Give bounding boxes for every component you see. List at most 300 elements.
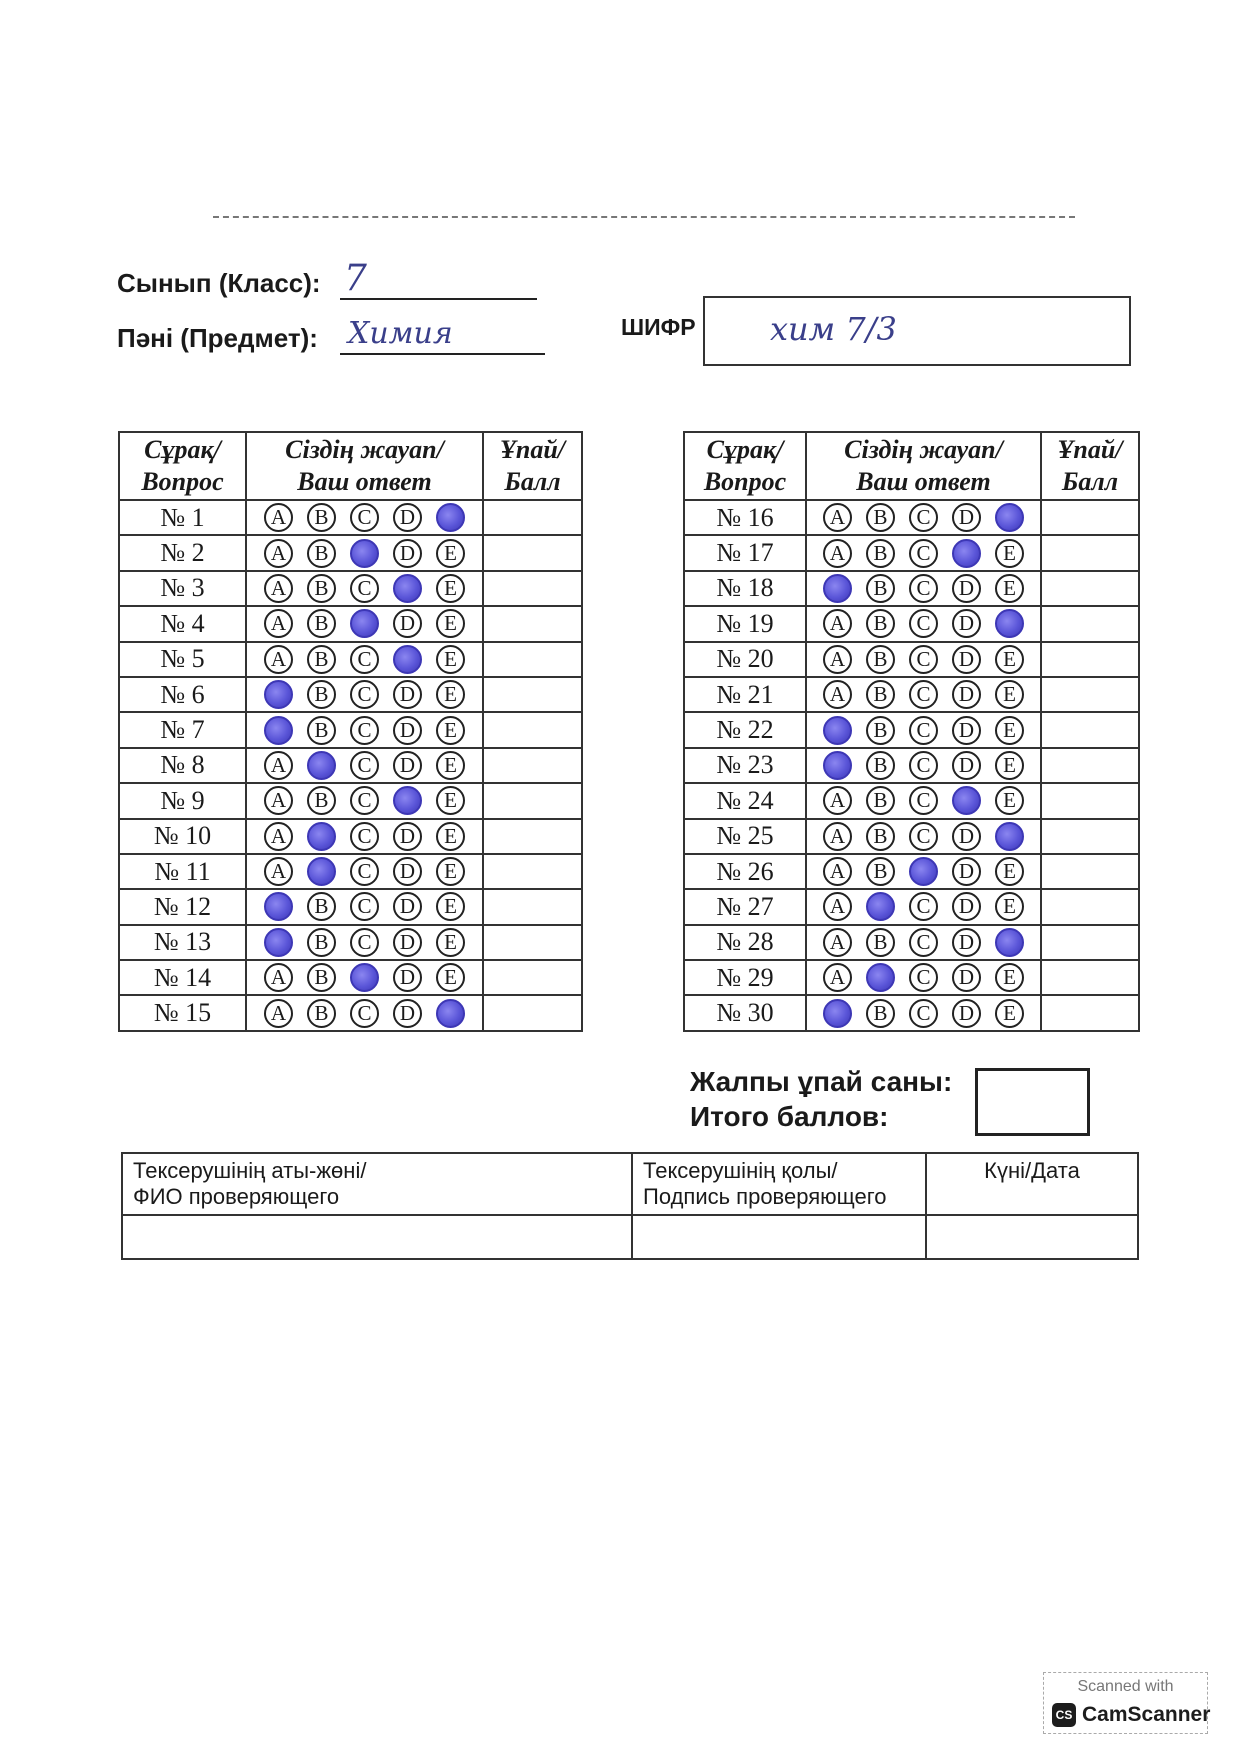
answer-header	[806, 432, 1041, 500]
score-cell[interactable]	[1041, 712, 1139, 747]
answer-bubble-b[interactable]: B	[307, 645, 336, 674]
answer-bubble-d[interactable]: D	[952, 645, 981, 674]
answer-bubbles	[246, 748, 483, 783]
answer-bubble-c[interactable]: C	[909, 539, 938, 568]
answer-bubble-c[interactable]: C	[350, 751, 379, 780]
score-cell[interactable]	[1041, 889, 1139, 924]
question-number: № 2	[119, 535, 246, 570]
answer-bubble-c[interactable]: C	[350, 645, 379, 674]
question-number: № 5	[119, 642, 246, 677]
score-cell[interactable]	[483, 606, 582, 641]
signoff-table	[121, 1152, 1139, 1260]
answer-bubble-c[interactable]: C	[909, 822, 938, 851]
question-header	[684, 432, 806, 500]
answer-bubble-c[interactable]: C	[350, 857, 379, 886]
answer-bubble-c[interactable]: C	[909, 574, 938, 603]
question-number: № 20	[684, 642, 806, 677]
answer-table-right	[683, 431, 1140, 1032]
score-cell[interactable]	[1041, 535, 1139, 570]
answer-bubble-c[interactable]: C	[350, 716, 379, 745]
answer-bubbles	[246, 783, 483, 818]
question-row	[119, 606, 582, 641]
answer-bubble-a[interactable]: A	[264, 539, 293, 568]
answer-bubble-c[interactable]: C	[350, 892, 379, 921]
answer-bubble-d[interactable]: D	[952, 503, 981, 532]
watermark-brand: CamScanner	[1082, 1703, 1211, 1726]
answer-bubble-c[interactable]: C	[909, 786, 938, 815]
answer-bubble-a[interactable]: A	[823, 503, 852, 532]
question-row	[684, 995, 1139, 1030]
answer-table-left	[118, 431, 583, 1032]
answer-bubbles	[246, 995, 483, 1030]
answer-header-line1: Сіздің жауап/	[285, 435, 444, 464]
answer-bubble-e[interactable]: E	[436, 892, 465, 921]
answer-bubble-b[interactable]: B	[307, 963, 336, 992]
answer-bubbles	[246, 642, 483, 677]
question-number: № 4	[119, 606, 246, 641]
score-cell[interactable]	[483, 889, 582, 924]
answer-bubble-d[interactable]: D	[952, 751, 981, 780]
question-row	[684, 854, 1139, 889]
answer-bubble-b[interactable]: B	[866, 503, 895, 532]
answer-header	[246, 432, 483, 500]
answer-header-line1: Сіздің жауап/	[844, 435, 1003, 464]
question-row	[684, 677, 1139, 712]
answer-bubble-e[interactable]: E	[436, 857, 465, 886]
answer-header-line2: Ваш ответ	[856, 467, 991, 496]
question-row	[684, 642, 1139, 677]
question-row	[684, 500, 1139, 535]
answer-bubble-c[interactable]: C	[909, 680, 938, 709]
answer-bubble-d[interactable]	[952, 539, 981, 568]
class-label: Сынып (Класс):	[117, 268, 321, 298]
answer-bubble-b[interactable]: B	[307, 892, 336, 921]
answer-bubble-d[interactable]: D	[393, 609, 422, 638]
answer-bubbles	[806, 995, 1041, 1030]
answer-bubble-d[interactable]: D	[393, 680, 422, 709]
answer-bubble-a[interactable]: A	[264, 963, 293, 992]
answer-bubbles	[246, 854, 483, 889]
answer-bubble-d[interactable]: D	[952, 928, 981, 957]
answer-bubble-a[interactable]: A	[823, 963, 852, 992]
score-header-line2: Балл	[504, 467, 561, 496]
answer-bubble-e[interactable]	[995, 503, 1024, 532]
answer-bubble-b[interactable]: B	[866, 751, 895, 780]
answer-bubble-c[interactable]: C	[909, 963, 938, 992]
answer-bubble-d[interactable]: D	[952, 857, 981, 886]
question-number: № 6	[119, 677, 246, 712]
question-number: № 23	[684, 748, 806, 783]
answer-bubble-e[interactable]	[995, 822, 1024, 851]
answer-bubbles	[806, 535, 1041, 570]
cipher-box[interactable]	[703, 296, 1131, 366]
question-header-line2: Вопрос	[141, 467, 224, 496]
answer-bubble-a[interactable]: A	[823, 786, 852, 815]
answer-bubble-a[interactable]: A	[264, 786, 293, 815]
answer-bubbles	[806, 571, 1041, 606]
answer-bubbles	[246, 925, 483, 960]
answer-bubble-d[interactable]: D	[393, 999, 422, 1028]
cipher-value: хим 7/3	[770, 310, 897, 348]
answer-bubble-e[interactable]: E	[995, 751, 1024, 780]
subject-label: Пәні (Предмет):	[117, 323, 318, 353]
answer-bubble-c[interactable]	[350, 609, 379, 638]
answer-bubbles	[806, 712, 1041, 747]
score-cell[interactable]	[483, 925, 582, 960]
answer-bubble-a[interactable]: A	[823, 680, 852, 709]
answer-bubble-a[interactable]	[823, 716, 852, 745]
question-row	[684, 783, 1139, 818]
answer-bubble-e[interactable]: E	[995, 645, 1024, 674]
question-number: № 14	[119, 960, 246, 995]
answer-bubble-b[interactable]	[866, 892, 895, 921]
answer-bubble-b[interactable]: B	[866, 857, 895, 886]
answer-bubble-c[interactable]	[350, 963, 379, 992]
answer-bubble-d[interactable]: D	[393, 857, 422, 886]
question-row	[119, 677, 582, 712]
answer-bubble-b[interactable]: B	[866, 645, 895, 674]
question-number: № 29	[684, 960, 806, 995]
answer-bubble-c[interactable]: C	[909, 645, 938, 674]
answer-bubble-c[interactable]: C	[909, 751, 938, 780]
answer-bubble-e[interactable]: E	[995, 574, 1024, 603]
question-row	[684, 535, 1139, 570]
answer-bubble-b[interactable]: B	[866, 609, 895, 638]
question-row	[684, 606, 1139, 641]
answer-bubble-a[interactable]: A	[823, 892, 852, 921]
score-cell[interactable]	[483, 995, 582, 1030]
answer-bubble-c[interactable]	[350, 539, 379, 568]
answer-bubble-b[interactable]: B	[307, 609, 336, 638]
answer-bubble-c[interactable]: C	[909, 716, 938, 745]
question-number: № 12	[119, 889, 246, 924]
table-header-row	[119, 432, 582, 500]
score-cell[interactable]	[1041, 783, 1139, 818]
answer-bubble-d[interactable]: D	[393, 539, 422, 568]
question-row	[684, 925, 1139, 960]
answer-bubble-b[interactable]: B	[866, 822, 895, 851]
answer-header-line2: Ваш ответ	[297, 467, 432, 496]
date-header	[926, 1153, 1138, 1215]
question-number: № 1	[119, 500, 246, 535]
answer-bubbles	[246, 535, 483, 570]
answer-bubble-b[interactable]: B	[307, 574, 336, 603]
answer-bubble-a[interactable]	[264, 928, 293, 957]
answer-bubbles	[806, 748, 1041, 783]
answer-bubble-a[interactable]: A	[264, 857, 293, 886]
answer-bubble-e[interactable]: E	[436, 751, 465, 780]
answer-bubble-b[interactable]: B	[866, 786, 895, 815]
answer-bubble-e[interactable]: E	[436, 928, 465, 957]
answer-bubble-e[interactable]: E	[436, 645, 465, 674]
answer-bubble-a[interactable]	[264, 680, 293, 709]
answer-bubble-a[interactable]: A	[823, 609, 852, 638]
question-number: № 15	[119, 995, 246, 1030]
answer-bubble-a[interactable]: A	[264, 822, 293, 851]
answer-bubble-c[interactable]: C	[350, 999, 379, 1028]
answer-bubbles	[806, 500, 1041, 535]
question-row	[119, 819, 582, 854]
question-number: № 24	[684, 783, 806, 818]
answer-bubbles	[246, 712, 483, 747]
answer-bubble-a[interactable]: A	[264, 751, 293, 780]
question-header-line1: Сұрақ/	[706, 435, 784, 464]
answer-bubbles	[806, 642, 1041, 677]
answer-bubble-e[interactable]: E	[436, 822, 465, 851]
answer-bubble-c[interactable]: C	[350, 503, 379, 532]
score-header-line2: Балл	[1061, 467, 1119, 496]
answer-bubble-e[interactable]: E	[995, 892, 1024, 921]
answer-bubble-d[interactable]: D	[393, 751, 422, 780]
date-cell[interactable]	[926, 1215, 1138, 1259]
question-row	[119, 535, 582, 570]
score-cell[interactable]	[1041, 642, 1139, 677]
answer-bubble-b[interactable]	[307, 751, 336, 780]
score-cell[interactable]	[1041, 748, 1139, 783]
question-header	[119, 432, 246, 500]
score-cell[interactable]	[483, 642, 582, 677]
answer-bubble-e[interactable]: E	[995, 716, 1024, 745]
checker-name-label-kz: Тексерушінің аты-жөні/	[133, 1158, 367, 1183]
answer-bubble-e[interactable]: E	[436, 574, 465, 603]
subject-underline	[340, 353, 545, 355]
question-row	[684, 960, 1139, 995]
answer-bubble-c[interactable]: C	[909, 503, 938, 532]
score-cell[interactable]	[483, 748, 582, 783]
question-row	[684, 889, 1139, 924]
answer-bubbles	[806, 889, 1041, 924]
answer-bubble-d[interactable]	[952, 786, 981, 815]
score-cell[interactable]	[483, 677, 582, 712]
answer-bubble-b[interactable]: B	[307, 503, 336, 532]
answer-bubble-d[interactable]: D	[952, 680, 981, 709]
camscanner-logo-icon: CS	[1052, 1703, 1076, 1727]
answer-bubble-e[interactable]	[436, 999, 465, 1028]
checker-name-label-ru: ФИО проверяющего	[133, 1184, 340, 1209]
answer-bubble-e[interactable]: E	[436, 716, 465, 745]
question-number: № 21	[684, 677, 806, 712]
answer-bubble-a[interactable]: A	[823, 645, 852, 674]
answer-bubble-b[interactable]: B	[866, 680, 895, 709]
answer-bubble-b[interactable]: B	[866, 716, 895, 745]
answer-bubble-a[interactable]	[264, 716, 293, 745]
question-number: № 16	[684, 500, 806, 535]
question-number: № 26	[684, 854, 806, 889]
answer-bubble-a[interactable]: A	[264, 999, 293, 1028]
answer-bubble-a[interactable]	[823, 999, 852, 1028]
question-header-line2: Вопрос	[703, 467, 787, 496]
score-cell[interactable]	[483, 960, 582, 995]
answer-bubble-d[interactable]: D	[952, 999, 981, 1028]
answer-bubbles	[806, 677, 1041, 712]
score-cell[interactable]	[483, 500, 582, 535]
answer-bubble-e[interactable]: E	[436, 539, 465, 568]
answer-bubble-a[interactable]	[823, 574, 852, 603]
answer-bubbles	[246, 500, 483, 535]
answer-bubble-a[interactable]: A	[264, 609, 293, 638]
answer-bubble-b[interactable]: B	[307, 786, 336, 815]
answer-bubble-c[interactable]: C	[350, 574, 379, 603]
answer-bubble-e[interactable]: E	[436, 786, 465, 815]
answer-bubble-d[interactable]: D	[952, 963, 981, 992]
score-cell[interactable]	[1041, 995, 1139, 1030]
answer-bubble-e[interactable]: E	[995, 857, 1024, 886]
score-cell[interactable]	[483, 854, 582, 889]
question-number: № 27	[684, 889, 806, 924]
answer-bubble-c[interactable]: C	[350, 680, 379, 709]
score-cell[interactable]	[483, 783, 582, 818]
score-cell[interactable]	[1041, 606, 1139, 641]
score-cell[interactable]	[483, 712, 582, 747]
question-number: № 30	[684, 995, 806, 1030]
question-row	[684, 712, 1139, 747]
answer-bubble-e[interactable]: E	[995, 680, 1024, 709]
answer-bubble-d[interactable]: D	[393, 822, 422, 851]
answer-bubble-b[interactable]: B	[307, 716, 336, 745]
answer-bubble-d[interactable]: D	[952, 609, 981, 638]
answer-bubble-a[interactable]: A	[264, 574, 293, 603]
answer-bubble-a[interactable]: A	[823, 539, 852, 568]
score-cell[interactable]	[483, 571, 582, 606]
checker-signature-header	[632, 1153, 926, 1215]
score-cell[interactable]	[1041, 819, 1139, 854]
score-cell[interactable]	[1041, 571, 1139, 606]
answer-bubble-a[interactable]: A	[264, 645, 293, 674]
answer-bubble-b[interactable]: B	[866, 928, 895, 957]
question-row	[119, 995, 582, 1030]
answer-bubble-b[interactable]: B	[866, 539, 895, 568]
question-number: № 25	[684, 819, 806, 854]
question-number: № 22	[684, 712, 806, 747]
answer-bubble-a[interactable]: A	[264, 503, 293, 532]
score-cell[interactable]	[483, 535, 582, 570]
answer-bubble-e[interactable]: E	[995, 539, 1024, 568]
answer-bubble-b[interactable]: B	[307, 680, 336, 709]
answer-bubble-b[interactable]: B	[307, 539, 336, 568]
answer-bubbles	[806, 783, 1041, 818]
total-score-box[interactable]	[975, 1068, 1090, 1136]
answer-bubble-b[interactable]: B	[307, 928, 336, 957]
answer-bubble-d[interactable]: D	[952, 574, 981, 603]
answer-bubbles	[246, 819, 483, 854]
answer-bubble-b[interactable]	[866, 963, 895, 992]
answer-bubble-c[interactable]: C	[909, 892, 938, 921]
question-row	[684, 748, 1139, 783]
answer-bubbles	[806, 819, 1041, 854]
answer-bubble-c[interactable]: C	[350, 928, 379, 957]
checker-signature-cell[interactable]	[632, 1215, 926, 1259]
answer-bubbles	[246, 606, 483, 641]
answer-bubbles	[246, 571, 483, 606]
answer-bubble-a[interactable]	[823, 751, 852, 780]
answer-bubble-e[interactable]	[436, 503, 465, 532]
score-header	[1041, 432, 1139, 500]
answer-bubble-d[interactable]	[393, 786, 422, 815]
answer-bubble-b[interactable]: B	[866, 574, 895, 603]
answer-bubbles	[806, 960, 1041, 995]
question-number: № 18	[684, 571, 806, 606]
answer-bubble-a[interactable]	[264, 892, 293, 921]
question-row	[684, 819, 1139, 854]
answer-bubble-e[interactable]: E	[995, 963, 1024, 992]
score-cell[interactable]	[1041, 854, 1139, 889]
answer-bubble-b[interactable]	[307, 822, 336, 851]
answer-bubble-e[interactable]: E	[995, 999, 1024, 1028]
answer-bubble-e[interactable]: E	[436, 963, 465, 992]
score-cell[interactable]	[1041, 677, 1139, 712]
answer-bubble-d[interactable]	[393, 574, 422, 603]
class-value[interactable]: 7	[344, 258, 367, 299]
score-cell[interactable]	[1041, 500, 1139, 535]
checker-name-cell[interactable]	[122, 1215, 632, 1259]
question-row	[119, 571, 582, 606]
question-row	[119, 500, 582, 535]
answer-bubble-c[interactable]: C	[909, 928, 938, 957]
question-row	[119, 925, 582, 960]
question-number: № 28	[684, 925, 806, 960]
answer-bubble-a[interactable]: A	[823, 822, 852, 851]
answer-bubble-d[interactable]	[393, 645, 422, 674]
answer-bubble-d[interactable]: D	[952, 716, 981, 745]
answer-bubble-e[interactable]	[995, 928, 1024, 957]
answer-bubble-d[interactable]: D	[952, 892, 981, 921]
question-row	[119, 712, 582, 747]
cipher-label: ШИФР	[621, 314, 696, 340]
answer-bubble-c[interactable]: C	[350, 822, 379, 851]
question-row	[119, 960, 582, 995]
total-label-kz: Жалпы ұпай саны:	[690, 1066, 953, 1097]
question-number: № 13	[119, 925, 246, 960]
score-cell[interactable]	[1041, 925, 1139, 960]
answer-bubble-e[interactable]: E	[436, 609, 465, 638]
answer-bubble-e[interactable]	[995, 609, 1024, 638]
answer-bubble-e[interactable]: E	[436, 680, 465, 709]
answer-bubble-a[interactable]: A	[823, 928, 852, 957]
answer-bubble-c[interactable]	[909, 857, 938, 886]
score-header-line1: Ұпай/	[1057, 435, 1123, 464]
answer-bubble-c[interactable]: C	[909, 999, 938, 1028]
question-header-line1: Сұрақ/	[144, 435, 221, 464]
answer-bubble-b[interactable]: B	[307, 999, 336, 1028]
score-header-line1: Ұпай/	[499, 435, 566, 464]
answer-bubble-c[interactable]: C	[909, 609, 938, 638]
question-number: № 8	[119, 748, 246, 783]
question-row	[119, 889, 582, 924]
answer-bubble-d[interactable]: D	[393, 892, 422, 921]
answer-bubble-b[interactable]: B	[866, 999, 895, 1028]
answer-bubbles	[806, 925, 1041, 960]
answer-bubble-b[interactable]	[307, 857, 336, 886]
answer-bubble-d[interactable]: D	[393, 963, 422, 992]
subject-value[interactable]: Химия	[348, 316, 453, 351]
score-cell[interactable]	[483, 819, 582, 854]
score-cell[interactable]	[1041, 960, 1139, 995]
answer-bubble-d[interactable]: D	[393, 716, 422, 745]
answer-bubble-d[interactable]: D	[952, 822, 981, 851]
answer-bubble-c[interactable]: C	[350, 786, 379, 815]
signoff-header-row	[122, 1153, 1138, 1215]
date-label: Күні/Дата	[984, 1158, 1080, 1183]
question-number: № 17	[684, 535, 806, 570]
checker-signature-label-kz: Тексерушінің қолы/	[643, 1158, 838, 1183]
question-number: № 11	[119, 854, 246, 889]
answer-bubble-e[interactable]: E	[995, 786, 1024, 815]
question-row	[119, 748, 582, 783]
cut-line	[213, 216, 1075, 218]
answer-bubble-a[interactable]: A	[823, 857, 852, 886]
answer-bubble-d[interactable]: D	[393, 503, 422, 532]
answer-bubble-d[interactable]: D	[393, 928, 422, 957]
